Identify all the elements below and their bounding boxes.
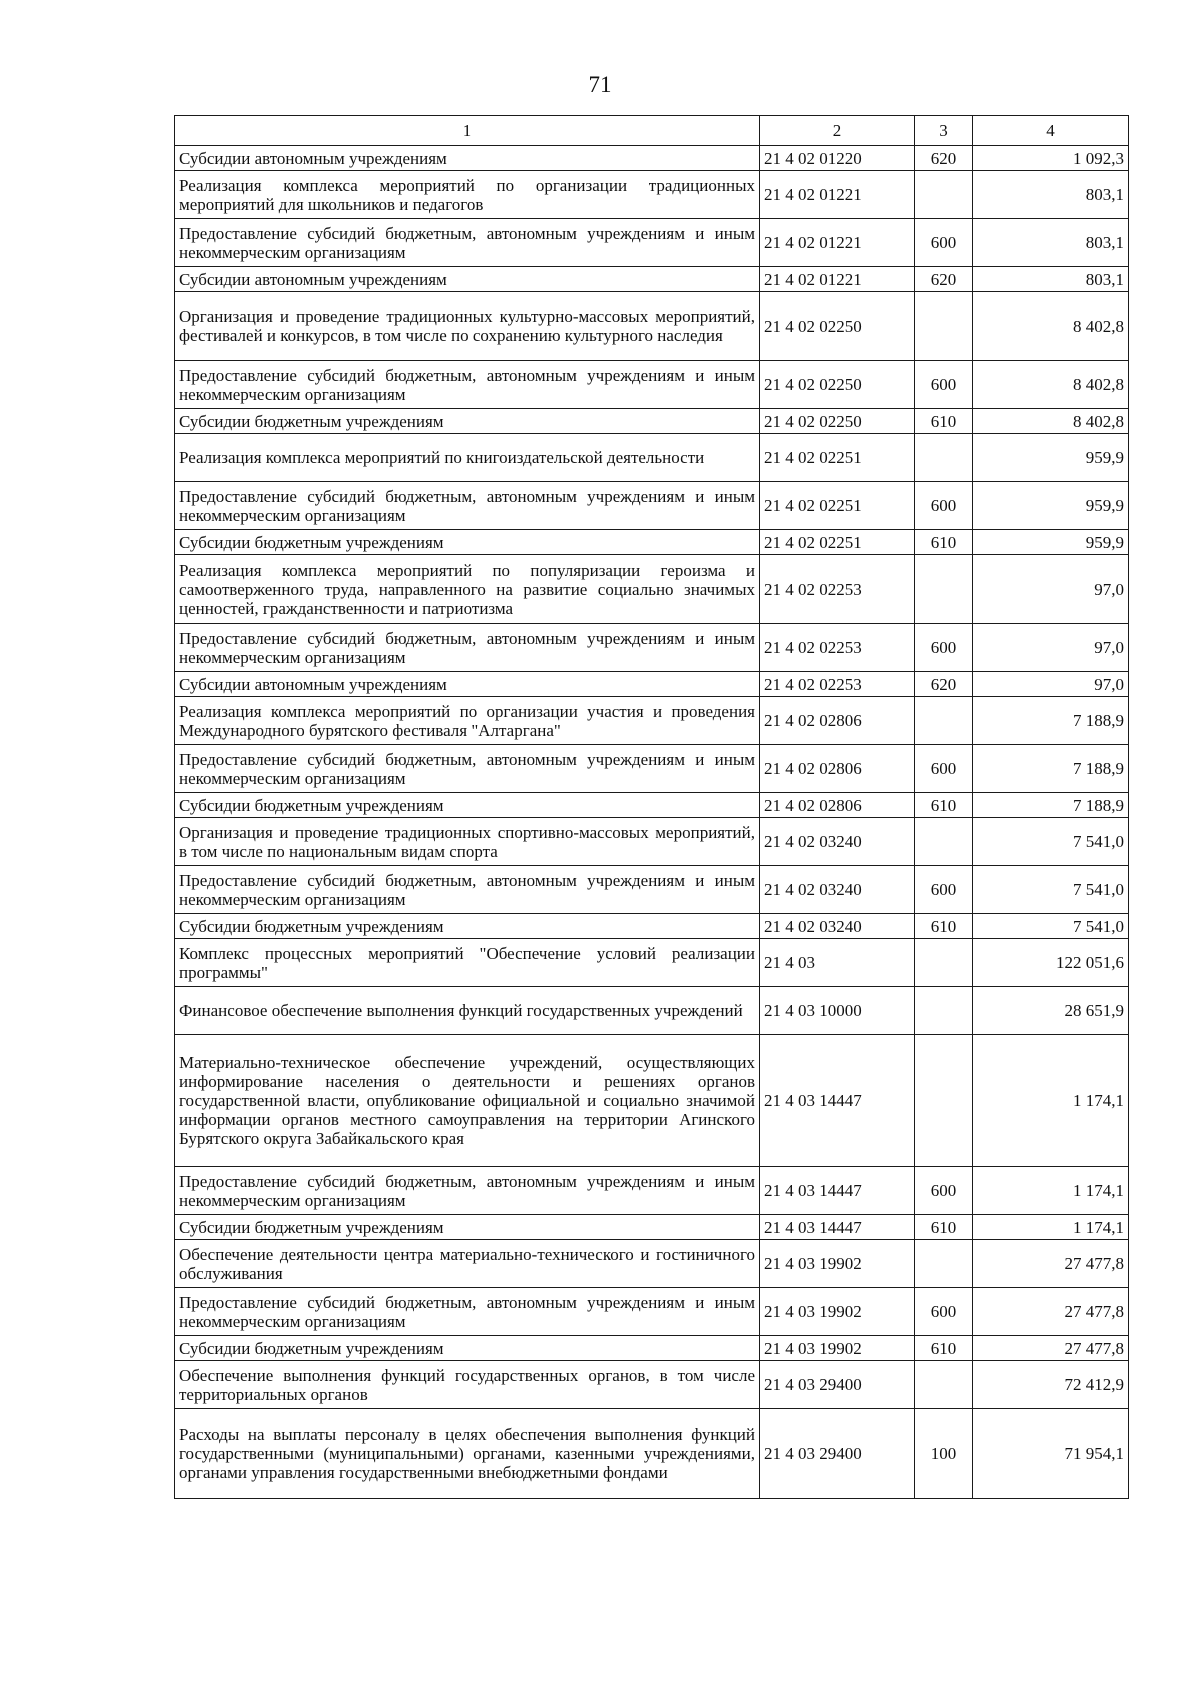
row-name: Субсидии автономным учреждениям: [175, 146, 760, 171]
row-name: Предоставление субсидий бюджетным, автономным учреждениям и иным некоммерческим организациям: [175, 1167, 760, 1215]
column-header: 3: [915, 116, 973, 146]
table-row: [175, 146, 1129, 171]
row-name: Субсидии автономным учреждениям: [175, 267, 760, 292]
row-expense-type: 100: [915, 1409, 973, 1499]
row-amount: 803,1: [973, 219, 1129, 267]
row-code: 21 4 02 02250: [760, 409, 915, 434]
row-name: Комплекс процессных мероприятий "Обеспечение условий реализации программы": [175, 939, 760, 987]
row-code: 21 4 02 02806: [760, 793, 915, 818]
row-name: Предоставление субсидий бюджетным, автономным учреждениям и иным некоммерческим организациям: [175, 361, 760, 409]
row-code: 21 4 02 02806: [760, 745, 915, 793]
row-name: Предоставление субсидий бюджетным, автономным учреждениям и иным некоммерческим организациям: [175, 866, 760, 914]
row-expense-type: [915, 697, 973, 745]
row-expense-type: [915, 818, 973, 866]
row-amount: 7 188,9: [973, 745, 1129, 793]
row-amount: 959,9: [973, 434, 1129, 482]
row-name: Предоставление субсидий бюджетным, автономным учреждениям и иным некоммерческим организациям: [175, 219, 760, 267]
table-row: [175, 818, 1129, 866]
row-amount: 1 092,3: [973, 146, 1129, 171]
row-amount: 122 051,6: [973, 939, 1129, 987]
row-code: 21 4 02 02251: [760, 434, 915, 482]
row-amount: 27 477,8: [973, 1288, 1129, 1336]
row-code: 21 4 02 03240: [760, 818, 915, 866]
row-expense-type: 610: [915, 1215, 973, 1240]
table-row: [175, 171, 1129, 219]
row-code: 21 4 02 01220: [760, 146, 915, 171]
row-code: 21 4 03 14447: [760, 1215, 915, 1240]
row-expense-type: 600: [915, 745, 973, 793]
row-expense-type: 610: [915, 409, 973, 434]
row-amount: 72 412,9: [973, 1361, 1129, 1409]
row-amount: 1 174,1: [973, 1035, 1129, 1167]
row-expense-type: [915, 171, 973, 219]
row-name: Субсидии бюджетным учреждениям: [175, 1215, 760, 1240]
table-row: [175, 1215, 1129, 1240]
row-code: 21 4 03 19902: [760, 1240, 915, 1288]
row-amount: 803,1: [973, 267, 1129, 292]
table-row: [175, 914, 1129, 939]
row-name: Субсидии бюджетным учреждениям: [175, 409, 760, 434]
row-amount: 27 477,8: [973, 1336, 1129, 1361]
column-header: 1: [175, 116, 760, 146]
row-code: 21 4 02 02806: [760, 697, 915, 745]
row-expense-type: 600: [915, 219, 973, 267]
header-row: [175, 116, 1129, 146]
row-name: Предоставление субсидий бюджетным, автономным учреждениям и иным некоммерческим организациям: [175, 1288, 760, 1336]
row-name: Реализация комплекса мероприятий по книгоиздательской деятельности: [175, 434, 760, 482]
row-expense-type: 600: [915, 361, 973, 409]
row-code: 21 4 02 02253: [760, 624, 915, 672]
table-row: [175, 434, 1129, 482]
row-amount: 7 541,0: [973, 914, 1129, 939]
row-name: Субсидии бюджетным учреждениям: [175, 530, 760, 555]
table-row: [175, 1167, 1129, 1215]
row-amount: 28 651,9: [973, 987, 1129, 1035]
table-row: [175, 697, 1129, 745]
row-expense-type: [915, 1361, 973, 1409]
row-name: Реализация комплекса мероприятий по организации участия и проведения Международного бурятского фестиваля "Алтаргана": [175, 697, 760, 745]
table-row: [175, 219, 1129, 267]
table-row: [175, 866, 1129, 914]
row-name: Субсидии автономным учреждениям: [175, 672, 760, 697]
page-number: 71: [588, 72, 612, 97]
row-amount: 97,0: [973, 672, 1129, 697]
row-expense-type: 620: [915, 267, 973, 292]
row-expense-type: [915, 555, 973, 624]
row-code: 21 4 02 01221: [760, 267, 915, 292]
row-expense-type: [915, 292, 973, 361]
row-code: 21 4 02 01221: [760, 219, 915, 267]
table-row: [175, 1409, 1129, 1499]
table-row: [175, 745, 1129, 793]
row-amount: 1 174,1: [973, 1215, 1129, 1240]
row-expense-type: 600: [915, 624, 973, 672]
row-expense-type: 600: [915, 866, 973, 914]
row-amount: 27 477,8: [973, 1240, 1129, 1288]
row-name: Организация и проведение традиционных спортивно-массовых мероприятий, в том числе по национальным видам спорта: [175, 818, 760, 866]
table-row: [175, 1336, 1129, 1361]
table-row: [175, 624, 1129, 672]
row-expense-type: 610: [915, 793, 973, 818]
table-row: [175, 482, 1129, 530]
row-expense-type: 600: [915, 1288, 973, 1336]
row-name: Материально-техническое обеспечение учреждений, осуществляющих информирование населения о деятельности и решениях органов государственной власти, опубликование официальной и социально значимой информации органов местного самоуправления на территории Агинского Бурятского округа Забайкальского края: [175, 1035, 760, 1167]
row-amount: 959,9: [973, 530, 1129, 555]
row-amount: 959,9: [973, 482, 1129, 530]
row-expense-type: [915, 987, 973, 1035]
table-row: [175, 672, 1129, 697]
column-header: 4: [973, 116, 1129, 146]
row-code: 21 4 02 03240: [760, 914, 915, 939]
row-amount: 7 541,0: [973, 818, 1129, 866]
row-amount: 97,0: [973, 624, 1129, 672]
row-code: 21 4 03 19902: [760, 1336, 915, 1361]
table-row: [175, 267, 1129, 292]
row-name: Организация и проведение традиционных культурно-массовых мероприятий, фестивалей и конкурсов, в том числе по сохранению культурного наследия: [175, 292, 760, 361]
row-expense-type: [915, 1035, 973, 1167]
table-row: [175, 1361, 1129, 1409]
row-amount: 7 188,9: [973, 697, 1129, 745]
row-name: Предоставление субсидий бюджетным, автономным учреждениям и иным некоммерческим организациям: [175, 745, 760, 793]
row-code: 21 4 03 29400: [760, 1361, 915, 1409]
row-expense-type: 620: [915, 672, 973, 697]
row-name: Финансовое обеспечение выполнения функций государственных учреждений: [175, 987, 760, 1035]
row-code: 21 4 03 29400: [760, 1409, 915, 1499]
row-name: Субсидии бюджетным учреждениям: [175, 914, 760, 939]
row-code: 21 4 02 02250: [760, 292, 915, 361]
row-name: Предоставление субсидий бюджетным, автономным учреждениям и иным некоммерческим организациям: [175, 482, 760, 530]
row-code: 21 4 03: [760, 939, 915, 987]
row-expense-type: 600: [915, 482, 973, 530]
row-expense-type: [915, 939, 973, 987]
row-code: 21 4 02 02250: [760, 361, 915, 409]
row-expense-type: 620: [915, 146, 973, 171]
row-name: Субсидии бюджетным учреждениям: [175, 793, 760, 818]
row-code: 21 4 02 02253: [760, 555, 915, 624]
row-amount: 71 954,1: [973, 1409, 1129, 1499]
row-expense-type: 610: [915, 530, 973, 555]
table-row: [175, 1035, 1129, 1167]
row-expense-type: 610: [915, 1336, 973, 1361]
row-name: Обеспечение деятельности центра материально-технического и гостиничного обслуживания: [175, 1240, 760, 1288]
row-amount: 803,1: [973, 171, 1129, 219]
table-row: [175, 555, 1129, 624]
row-amount: 8 402,8: [973, 409, 1129, 434]
row-code: 21 4 03 19902: [760, 1288, 915, 1336]
row-name: Субсидии бюджетным учреждениям: [175, 1336, 760, 1361]
table-row: [175, 409, 1129, 434]
row-amount: 8 402,8: [973, 361, 1129, 409]
budget-table: [174, 115, 1129, 1499]
table-row: [175, 1288, 1129, 1336]
row-amount: 8 402,8: [973, 292, 1129, 361]
row-name: Расходы на выплаты персоналу в целях обеспечения выполнения функций государственными (муниципальными) органами, казенными учреждениями, органами управления государственными внебюджетными фондами: [175, 1409, 760, 1499]
row-expense-type: 600: [915, 1167, 973, 1215]
row-name: Обеспечение выполнения функций государственных органов, в том числе территориальных органов: [175, 1361, 760, 1409]
table-row: [175, 292, 1129, 361]
column-header: 2: [760, 116, 915, 146]
row-code: 21 4 02 02251: [760, 530, 915, 555]
row-code: 21 4 02 03240: [760, 866, 915, 914]
row-expense-type: [915, 1240, 973, 1288]
table-row: [175, 1240, 1129, 1288]
row-amount: 7 188,9: [973, 793, 1129, 818]
row-code: 21 4 03 10000: [760, 987, 915, 1035]
row-amount: 97,0: [973, 555, 1129, 624]
table-row: [175, 361, 1129, 409]
row-expense-type: 610: [915, 914, 973, 939]
row-name: Реализация комплекса мероприятий по популяризации героизма и самоотверженного труда, направленного на развитие социально значимых ценностей, гражданственности и патриотизма: [175, 555, 760, 624]
table-row: [175, 939, 1129, 987]
row-code: 21 4 03 14447: [760, 1167, 915, 1215]
row-code: 21 4 03 14447: [760, 1035, 915, 1167]
row-code: 21 4 02 02251: [760, 482, 915, 530]
table-row: [175, 530, 1129, 555]
row-amount: 1 174,1: [973, 1167, 1129, 1215]
row-expense-type: [915, 434, 973, 482]
row-code: 21 4 02 01221: [760, 171, 915, 219]
row-name: Предоставление субсидий бюджетным, автономным учреждениям и иным некоммерческим организациям: [175, 624, 760, 672]
row-code: 21 4 02 02253: [760, 672, 915, 697]
row-amount: 7 541,0: [973, 866, 1129, 914]
table-row: [175, 987, 1129, 1035]
row-name: Реализация комплекса мероприятий по организации традиционных мероприятий для школьников и педагогов: [175, 171, 760, 219]
table-row: [175, 793, 1129, 818]
